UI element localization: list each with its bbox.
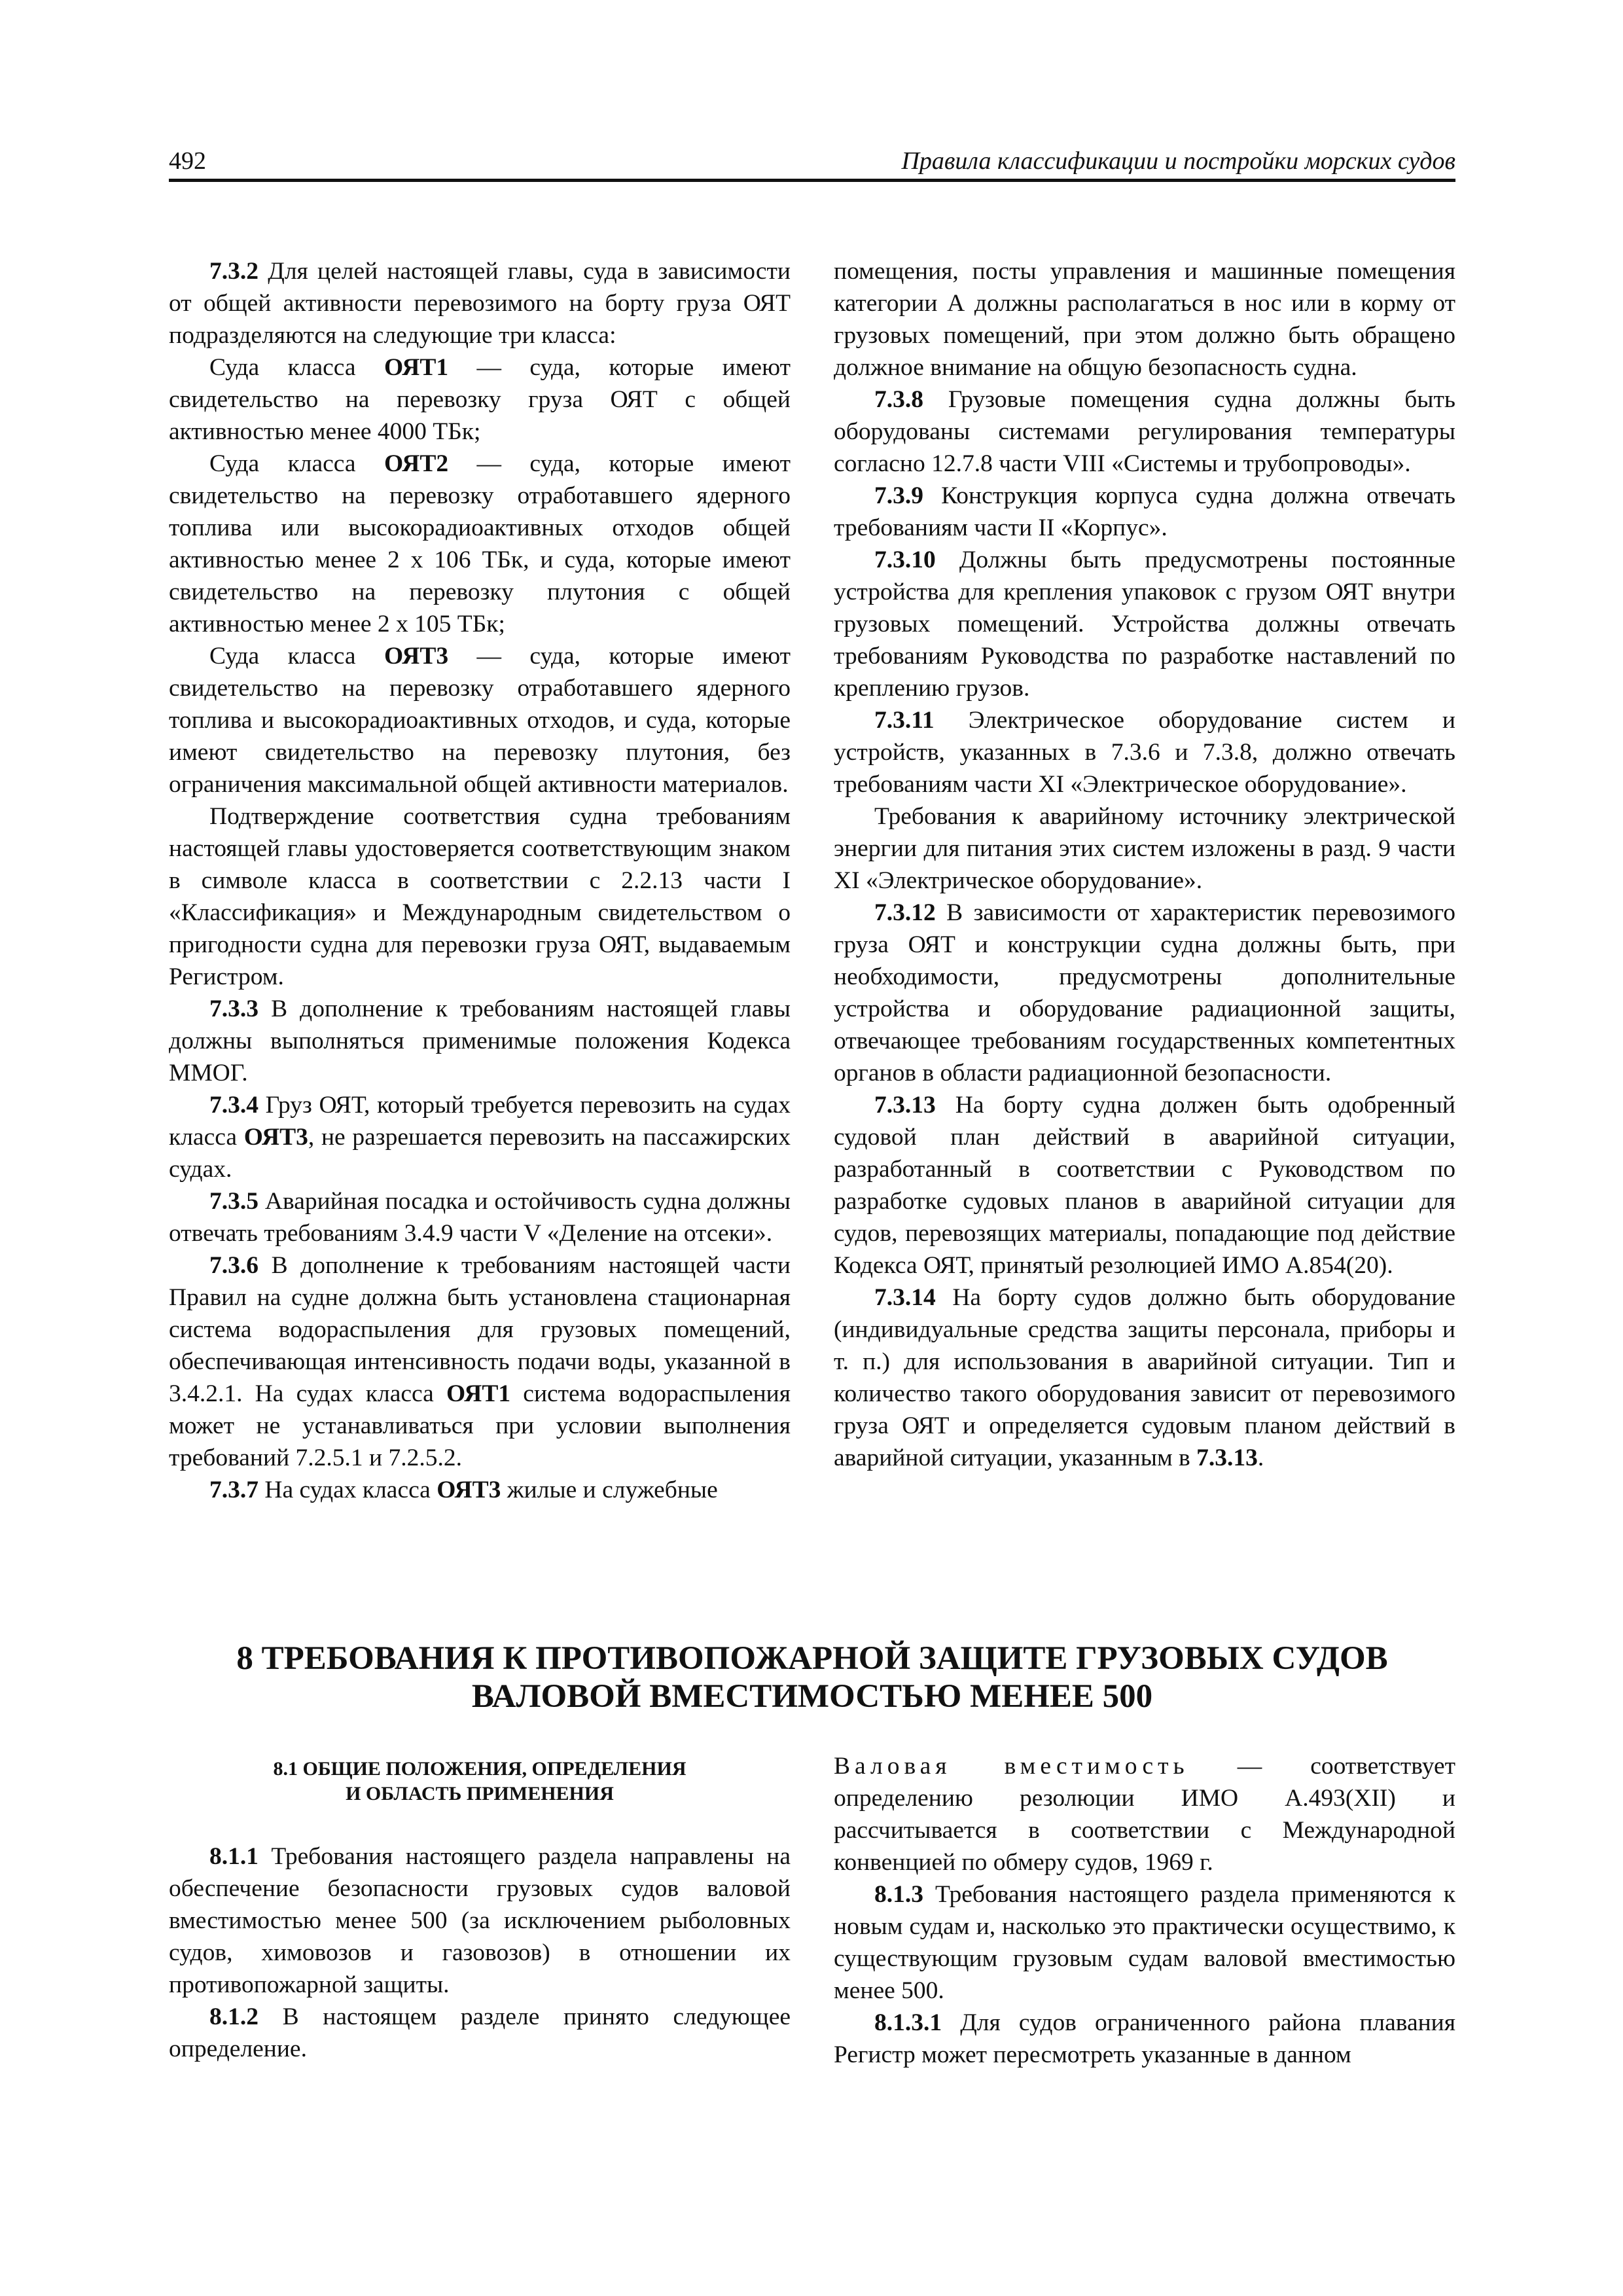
paragraph [834, 704, 1455, 800]
paragraph-text: Требования к аварийному источнику электрической энергии для питания этих систем изложены в разд. 9 части XI «Электрическое оборудование». [834, 803, 1455, 894]
paragraph-text: — соответствует определению резолюции ИМО А.493(XII) и рассчитывается в соответствии с Международной конвенцией по обмеру судов, 1969 г. [834, 1753, 1456, 1876]
bold-term: ОЯТ3 [243, 1124, 308, 1151]
paragraph [169, 255, 791, 351]
paragraph [169, 1840, 791, 2001]
paragraph-text: Конструкция корпуса судна должна отвечать требованиям части II «Корпус». [834, 482, 1455, 541]
paragraph [834, 800, 1455, 897]
clause-number: 8.1.3.1 [874, 2009, 942, 2036]
clause-number: 7.3.11 [874, 707, 935, 734]
paragraph [169, 1249, 791, 1474]
paragraph-text: На судах класса [259, 1477, 437, 1503]
clause-number: 8.1.3 [874, 1881, 923, 1908]
paragraph [834, 1750, 1455, 1878]
paragraph-text: Груз ОЯТ, который требуется перевозить на судах класса [169, 1092, 791, 1151]
paragraph-text: Требования настоящего раздела применяются к новым судам и, насколько это практически осуществимо, к существующим грузовым судам валовой вместимостью менее 500. [834, 1881, 1455, 2004]
section-title-line-1: 8.1 ОБЩИЕ ПОЛОЖЕНИЯ, ОПРЕДЕЛЕНИЯ [273, 1758, 687, 1780]
paragraph [169, 800, 791, 993]
page-number: 492 [169, 147, 206, 175]
chapter-title-line-2: ВАЛОВОЙ ВМЕСТИМОСТЬЮ МЕНЕЕ 500 [471, 1678, 1153, 1715]
paragraph [834, 1878, 1455, 2007]
clause-number: 7.3.8 [874, 386, 923, 413]
paragraph [169, 448, 791, 640]
clause-number: 7.3.3 [209, 996, 259, 1022]
clause-number: 7.3.13 [874, 1092, 936, 1119]
chapter-title-line-1: 8 ТРЕБОВАНИЯ К ПРОТИВОПОЖАРНОЙ ЗАЩИТЕ ГРУЗОВЫХ СУДОВ [236, 1640, 1388, 1677]
clause-number: 7.3.2 [209, 258, 259, 285]
paragraph [169, 1089, 791, 1185]
paragraph-text: — суда, которые имеют свидетельство на перевозку отработавшего ядерного топлива или высокорадиоактивных отходов общей активностью менее 2 х 106 ТБк, и суда, которые имеют свидетельство на перевозку плутония с общей активностью менее 2 х 105 ТБк; [169, 450, 791, 637]
paragraph [834, 1089, 1455, 1282]
paragraph [834, 544, 1455, 704]
defined-term: Валовая вместимость [834, 1753, 1189, 1780]
paragraph-text: . [1257, 1444, 1264, 1471]
section-title-line-2: И ОБЛАСТЬ ПРИМЕНЕНИЯ [346, 1783, 614, 1804]
paragraph [834, 255, 1455, 384]
clause-number: 7.3.4 [209, 1092, 259, 1119]
paragraph [834, 2007, 1455, 2071]
paragraph-text: жилые и служебные [501, 1477, 718, 1503]
paragraph-text: На борту судна должен быть одобренный судовой план действий в аварийной ситуации, разработанный в соответствии с Руководством по разработке судовых планов в аварийной ситуации для судов, перевозящих материалы, попадающие под действие Кодекса ОЯТ, принятый резолюцией ИМО А.854(20). [834, 1092, 1455, 1279]
left-column-bottom [169, 1750, 791, 2065]
paragraph-text: помещения, посты управления и машинные помещения категории А должны располагаться в нос или в корму от грузовых помещений, при этом должно быть обращено должное внимание на общую безопасность судна. [834, 258, 1455, 381]
paragraph [169, 640, 791, 800]
paragraph-text: В дополнение к требованиям настоящей главы должны выполняться применимые положения Кодекса ММОГ. [169, 996, 791, 1086]
section-title [169, 1757, 791, 1806]
paragraph [834, 480, 1455, 544]
clause-number: 8.1.2 [209, 2003, 259, 2030]
bold-term: ОЯТ2 [383, 450, 449, 477]
paragraph-text: Грузовые помещения судна должны быть оборудованы системами регулирования температуры согласно 12.7.8 части VIII «Системы и трубопроводы». [834, 386, 1455, 477]
paragraph [169, 993, 791, 1089]
left-column-top [169, 255, 791, 1506]
paragraph-text: В дополнение к требованиям настоящей части Правил на судне должна быть установлена стационарная система водораспыления для грузовых помещений, обеспечивающая интенсивность подачи воды, указанной в 3.4.2.1. На судах класса [169, 1252, 791, 1407]
paragraph-text: На борту судов должно быть оборудование (индивидуальные средства защиты персонала, приборы и т. п.) для использования в аварийной ситуации. Тип и количество такого оборудования зависит от перевозимого груза ОЯТ и определяется судовым планом действий в аварийной ситуации, указанным в [834, 1284, 1455, 1471]
right-column-top [834, 255, 1455, 1474]
paragraph-text: — суда, которые имеют свидетельство на перевозку груза ОЯТ с общей активностью менее 4000 ТБк; [169, 354, 791, 445]
paragraph [834, 1282, 1455, 1474]
clause-number: 7.3.12 [874, 899, 936, 926]
clause-number: 7.3.6 [209, 1252, 259, 1279]
paragraph [169, 351, 791, 448]
paragraph-text: система водораспыления может не устанавливаться при условии выполнения требований 7.2.5.1 и 7.2.5.2. [169, 1380, 791, 1471]
right-column-bottom [834, 1750, 1455, 2071]
paragraph-text: Суда класса [209, 643, 384, 670]
bold-term: ОЯТ1 [446, 1380, 511, 1407]
paragraph [834, 897, 1455, 1089]
paragraph-text: Для целей настоящей главы, суда в зависимости от общей активности перевозимого на борту груза ОЯТ подразделяются на следующие три класса: [169, 258, 791, 349]
bold-term: ОЯТ3 [437, 1477, 501, 1503]
bold-term: ОЯТ3 [383, 643, 449, 670]
clause-number: 7.3.10 [874, 547, 936, 573]
clause-number: 7.3.5 [209, 1188, 259, 1215]
clause-number: 8.1.1 [209, 1843, 259, 1870]
paragraph-text: Суда класса [209, 354, 384, 381]
paragraph [169, 2001, 791, 2065]
paragraph-text: , не разрешается перевозить на пассажирских судах. [169, 1124, 791, 1183]
paragraph-text: В зависимости от характеристик перевозимого груза ОЯТ и конструкции судна должны быть, при необходимости, предусмотрены дополнительные устройства и оборудование радиационной защиты, отвечающее требованиям государственных компетентных органов в области радиационной безопасности. [834, 899, 1455, 1086]
clause-number: 7.3.14 [874, 1284, 936, 1311]
paragraph [169, 1474, 791, 1506]
paragraph-text: В настоящем разделе принято следующее определение. [169, 2003, 791, 2062]
clause-number: 7.3.9 [874, 482, 923, 509]
bold-term: 7.3.13 [1196, 1444, 1258, 1471]
paragraph-text: Суда класса [209, 450, 384, 477]
header-divider [169, 179, 1455, 182]
paragraph-text: Для судов ограниченного района плавания Регистр может пересмотреть указанные в данном [834, 2009, 1455, 2068]
paragraph-text: Электрическое оборудование систем и устройств, указанных в 7.3.6 и 7.3.8, должно отвечать требованиям части XI «Электрическое оборудование». [834, 707, 1455, 798]
paragraph [834, 384, 1455, 480]
chapter-title [169, 1640, 1455, 1715]
paragraph [169, 1185, 791, 1249]
paragraph-text: Требования настоящего раздела направлены на обеспечение безопасности грузовых судов валовой вместимостью менее 500 (за исключением рыболовных судов, химовозов и газовозов) в отношении их противопожарной защиты. [169, 1843, 791, 1998]
clause-number: 7.3.7 [209, 1477, 259, 1503]
paragraph-text: Должны быть предусмотрены постоянные устройства для крепления упаковок с грузом ОЯТ внутри грузовых помещений. Устройства должны отвечать требованиям Руководства по разработке наставлений по креплению грузов. [834, 547, 1455, 702]
bold-term: ОЯТ1 [383, 354, 449, 381]
paragraph-text: — суда, которые имеют свидетельство на перевозку отработавшего ядерного топлива и высокорадиоактивных отходов, и суда, которые имеют свидетельство на перевозку плутония, без ограничения максимальной общей активности материалов. [169, 643, 791, 798]
page-header [169, 143, 1455, 182]
paragraph-text: Подтверждение соответствия судна требованиям настоящей главы удостоверяется соответствующим знаком в символе класса в соответствии с 2.2.13 части I «Классификация» и Международным свидетельством о пригодности судна для перевозки груза ОЯТ, выдаваемым Регистром. [169, 803, 791, 990]
running-title: Правила классификации и постройки морских судов [901, 147, 1455, 175]
paragraph-text: Аварийная посадка и остойчивость судна должны отвечать требованиям 3.4.9 части V «Деление на отсеки». [169, 1188, 791, 1247]
left-column-bottom-text [169, 1840, 791, 2065]
